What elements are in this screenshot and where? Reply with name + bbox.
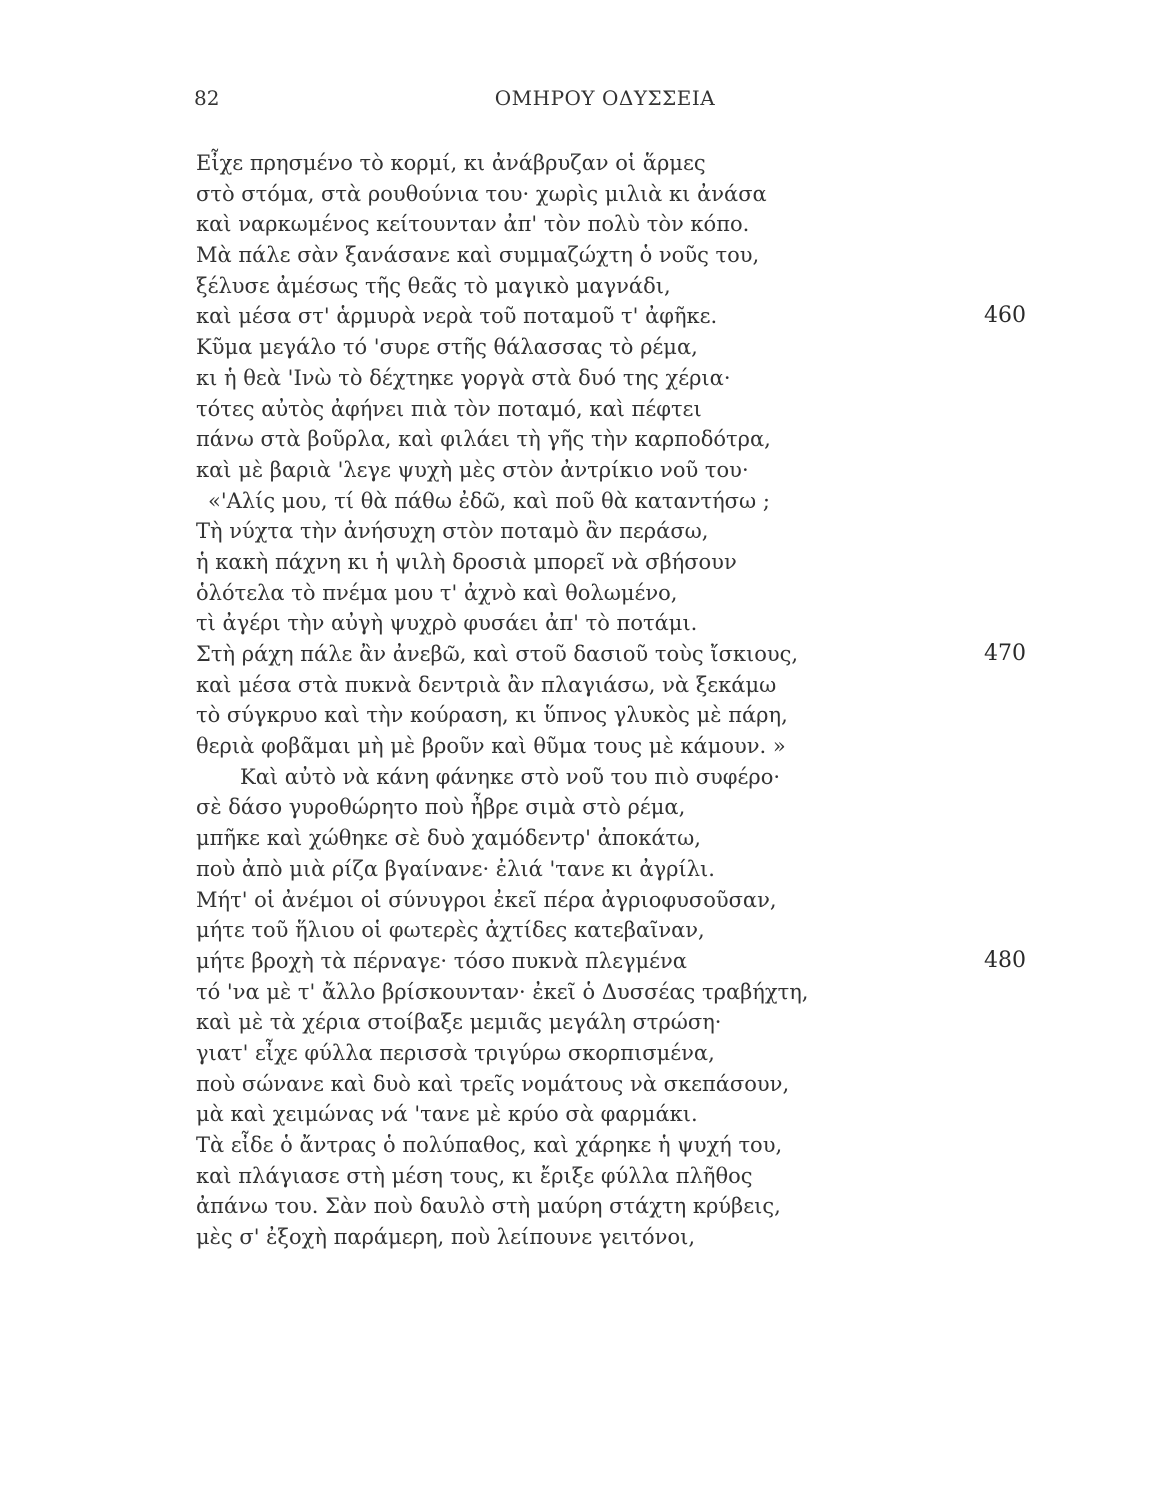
verse-text: Κῦμα μεγάλο τό 'συρε στῆς θάλασσας τὸ ρέμα,	[196, 335, 698, 360]
verse-line	[196, 1099, 1026, 1130]
verse-text: ξέλυσε ἀμέσως τῆς θεᾶς τὸ μαγικὸ μαγνάδι,	[196, 273, 671, 298]
verse-line	[196, 1191, 1026, 1222]
verse-line	[196, 670, 1026, 701]
verse-text: μήτε τοῦ ἥλιου οἱ φωτερὲς ἀχτίδες κατεβαῖναν,	[196, 918, 705, 943]
verse-line	[196, 915, 1026, 946]
verse-line	[196, 516, 1026, 547]
running-header	[190, 86, 1020, 116]
verse-line	[196, 731, 1026, 762]
verse-text: Μήτ' οἱ ἀνέμοι οἱ σύνυγροι ἐκεῖ πέρα ἀγριοφυσοῦσαν,	[196, 887, 777, 912]
verse-text: καὶ ναρκωμένος κείτουνταν ἀπ' τὸν πολὺ τὸν κόπο.	[196, 212, 750, 237]
verse-text: ἡ κακὴ πάχνη κι ἡ ψιλὴ δροσιὰ μπορεῖ νὰ σβήσουν	[196, 549, 737, 574]
verse-text: ποὺ σώνανε καὶ δυὸ καὶ τρεῖς νομάτους νὰ σκεπάσουν,	[196, 1071, 790, 1096]
verse-text: Καὶ αὐτὸ νὰ κάνη φάνηκε στὸ νοῦ του πιὸ συφέρο·	[240, 764, 781, 789]
running-title: ΟΜΗΡΟΥ ΟΔΥΣΣΕΙΑ	[494, 86, 716, 110]
verse-line	[196, 1007, 1026, 1038]
verse-line	[196, 639, 1026, 670]
verse-text: Μὰ πάλε σὰν ξανάσανε καὶ συμμαζώχτη ὁ νοῦς του,	[196, 243, 760, 268]
verse-line	[196, 455, 1026, 486]
verse-text: μπῆκε καὶ χώθηκε σὲ δυὸ χαμόδεντρ' ἀποκάτω,	[196, 826, 701, 851]
line-number: 480	[984, 947, 1026, 973]
verse-line	[196, 1130, 1026, 1161]
verse-line	[196, 332, 1026, 363]
verse-text: ποὺ ἀπὸ μιὰ ρίζα βγαίνανε· ἐλιά 'τανε κι ἀγρίλι.	[196, 856, 715, 881]
verse-line	[196, 1161, 1026, 1192]
verse-text: ἀπάνω του. Σὰν ποὺ δαυλὸ στὴ μαύρη στάχτη κρύβεις,	[196, 1194, 781, 1219]
verse-line	[196, 885, 1026, 916]
verse-text: κι ἡ θεὰ 'Ινὼ τὸ δέχτηκε γοργὰ στὰ δυό της χέρια·	[196, 365, 731, 390]
verse-line	[196, 946, 1026, 977]
verse-line	[196, 424, 1026, 455]
verse-text: Στὴ ράχη πάλε ἂν ἀνεβῶ, καὶ στοῦ δασιοῦ τοὺς ἴσκιους,	[196, 642, 799, 666]
verse-text: καὶ μέσα στ' ἁρμυρὰ νερὰ τοῦ ποταμοῦ τ' ἀφῆκε.	[196, 304, 718, 329]
verse-text: τότες αὐτὸς ἀφήνει πιὰ τὸν ποταμό, καὶ πέφτει	[196, 396, 702, 421]
verse-line	[196, 608, 1026, 639]
line-number: 470	[984, 641, 1026, 666]
verse-text: Τὴ νύχτα τὴν ἀνήσυχη στὸν ποταμὸ ἂν περάσω,	[196, 519, 709, 544]
line-number: 460	[984, 303, 1026, 329]
verse-line	[196, 977, 1026, 1008]
verse-line	[196, 394, 1026, 425]
verse-line	[196, 700, 1026, 731]
page-number: 82	[194, 86, 220, 110]
verse-line	[196, 179, 1026, 210]
verse-text: καὶ πλάγιασε στὴ μέση τους, κι ἔριξε φύλλα πλῆθος	[196, 1163, 753, 1188]
verse-text: μὲς σ' ἐξοχὴ παράμερη, ποὺ λείπουνε γειτόνοι,	[196, 1225, 695, 1250]
verse-text: τὸ σύγκρυο καὶ τὴν κούραση, κι ὕπνος γλυκὸς μὲ πάρη,	[196, 703, 788, 728]
verse-line	[196, 762, 1026, 793]
verse-text: Εἶχε πρησμένο τὸ κορμί, κι ἀνάβρυζαν οἱ ἅρμες	[196, 151, 706, 175]
verse-line	[196, 240, 1026, 271]
verse-text: τό 'να μὲ τ' ἄλλο βρίσκουνταν· ἐκεῖ ὁ Δυσσέας τραβήχτη,	[196, 979, 809, 1004]
verse-text: ὁλότελα τὸ πνέμα μου τ' ἀχνὸ καὶ θολωμένο,	[196, 580, 678, 605]
verse-text: τὶ ἀγέρι τὴν αὐγὴ ψυχρὸ φυσάει ἀπ' τὸ ποτάμι.	[196, 611, 698, 636]
verse-line	[196, 854, 1026, 885]
verse-text: γιατ' εἶχε φύλλα περισσὰ τριγύρω σκορπισμένα,	[196, 1040, 715, 1065]
verse-text: μὰ καὶ χειμώνας νά 'τανε μὲ κρύο σὰ φαρμάκι.	[196, 1102, 698, 1127]
verse-line	[196, 363, 1026, 394]
verse-line	[196, 148, 1026, 179]
verse-line	[196, 547, 1026, 578]
verse-line	[196, 1069, 1026, 1100]
verse-line	[196, 1222, 1026, 1253]
verse-line	[196, 1038, 1026, 1069]
verse-line	[196, 823, 1026, 854]
verse-text: Τὰ εἶδε ὁ ἄντρας ὁ πολύπαθος, καὶ χάρηκε ἡ ψυχή του,	[196, 1133, 783, 1157]
verse-line	[196, 301, 1026, 332]
verse-text: «'Αλίς μου, τί θὰ πάθω ἐδῶ, καὶ ποῦ θὰ καταντήσω ;	[208, 488, 770, 513]
verse-text: θεριὰ φοβᾶμαι μὴ μὲ βροῦν καὶ θῦμα τους μὲ κάμουν. »	[196, 734, 786, 759]
verse-text: μήτε βροχὴ τὰ πέρναγε· τόσο πυκνὰ πλεγμένα	[196, 948, 687, 973]
verse-line	[196, 792, 1026, 823]
verse-line	[196, 486, 1026, 517]
verse-line	[196, 578, 1026, 609]
verse-text: σὲ δάσο γυροθώρητο ποὺ ἦβρε σιμὰ στὸ ρέμα,	[196, 795, 686, 820]
verse-line	[196, 271, 1026, 302]
verse-text: στὸ στόμα, στὰ ρουθούνια του· χωρὶς μιλιὰ κι ἀνάσα	[196, 181, 767, 206]
verse-block	[196, 148, 1026, 1253]
verse-text: καὶ μέσα στὰ πυκνὰ δεντριὰ ἂν πλαγιάσω, νὰ ξεκάμω	[196, 672, 777, 697]
verse-line	[196, 209, 1026, 240]
verse-text: καὶ μὲ βαριὰ 'λεγε ψυχὴ μὲς στὸν ἀντρίκιο νοῦ του·	[196, 457, 749, 482]
verse-text: καὶ μὲ τὰ χέρια στοίβαξε μεμιᾶς μεγάλη στρώση·	[196, 1010, 722, 1035]
verse-text: πάνω στὰ βοῦρλα, καὶ φιλάει τὴ γῆς τὴν καρποδότρα,	[196, 427, 771, 452]
